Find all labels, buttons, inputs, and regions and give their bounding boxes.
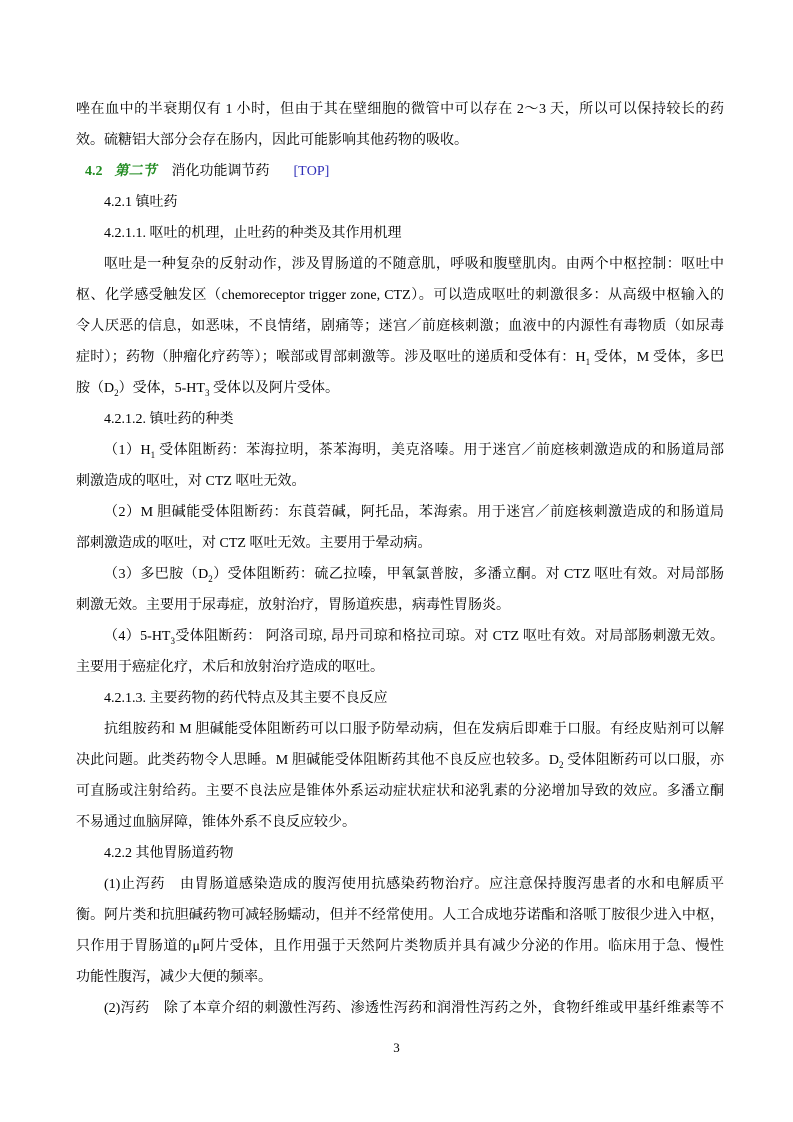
body-line: 呕吐是一种复杂的反射动作，涉及胃肠道的不随意肌，呼吸和腹壁肌肉。由两个中枢控制：呕吐中 (104, 257, 724, 272)
body-line: 抗组胺药和 M 胆碱能受体阻断药可以口服予防晕动病，但在发病后即难于口服。有经皮贴剂可以解 (104, 722, 724, 737)
body-line: $(1)H_1$ 受体阻断药：苯海拉明，茶苯海明，美克洛嗪。用于迷宫／前庭核刺激造成的和肠道局部 (104, 443, 724, 460)
page-number: 3 (393, 1040, 400, 1055)
clause-heading: 4.2.1.3. 主要药物的药代特点及其主要不良反应 (104, 691, 388, 706)
body-line: 效。硫糖铝大部分会存在肠内，因此可能影响其他药物的吸收。 (76, 133, 468, 148)
subsection-heading: 4.2.2 其他胃肠道药物 (104, 846, 234, 861)
body-line: 部刺激造成的呕吐，对 CTZ 呕吐无效。主要用于晕动病。 (76, 536, 432, 551)
document-body (76, 94, 724, 1024)
body-line: (2)泻药 除了本章介绍的刺激性泻药、渗透性泻药和润滑性泻药之外，食物纤维或甲基纤维素等不 (104, 1001, 724, 1016)
body-line: 症时）；药物（肿瘤化疗药等）；喉部或胃部刺激等。涉及呕吐的递质和受体有：$H_1$ 受体，M 受体，多巴 (76, 350, 725, 367)
clause-heading: 4.2.1.1. 呕吐的机理，止吐药的种类及其作用机理 (104, 226, 402, 241)
body-line: （3）多巴胺$(D_2)$受体阻断药：硫乙拉嗪，甲氧氯普胺，多潘立酮。对 CTZ 呕吐有效。对局部肠 (104, 567, 724, 584)
body-line: 只作用于胃肠道的μ阿片受体，且作用强于天然阿片类物质并具有减少分泌的作用。临床用于急、慢性 (76, 939, 724, 954)
body-line: 不易通过血脑屏障，锥体外系不良反应较少。 (76, 815, 356, 830)
heading-segment-num: 4.2 (85, 164, 103, 179)
body-line: 刺激造成的呕吐，对 CTZ 呕吐无效。 (76, 474, 306, 489)
clause-heading: 4.2.1.2. 镇吐药的种类 (104, 412, 234, 427)
body-line: 胺$(D_2)$受体，$5-HT_3$ 受体以及阿片受体。 (76, 381, 339, 398)
body-line: 令人厌恶的信息，如恶味，不良情绪，剧痛等；迷宫／前庭核刺激；血液中的内源性有毒物质（如尿毒 (76, 319, 724, 334)
body-line: 唑在血中的半衰期仅有 1 小时，但由于其在壁细胞的微管中可以存在 2～3 天，所以可以保持较长的药 (76, 102, 724, 117)
body-line: 衡。阿片类和抗胆碱药物可减轻肠蠕动，但并不经常使用。人工合成地芬诺酯和洛哌丁胺很少进入中枢， (76, 908, 724, 923)
heading-segment-kai: 第二节 (114, 164, 157, 179)
heading-segment-title: 消化功能调节药 (171, 164, 270, 179)
body-line: 刺激无效。主要用于尿毒症，放射治疗，胃肠道疾患，病毒性胃肠炎。 (76, 598, 510, 613)
body-line: （2）M 胆碱能受体阻断药：东莨菪碱，阿托品，苯海索。用于迷宫／前庭核刺激造成的和肠道局 (104, 505, 724, 520)
body-line: $(4)5-HT_3$受体阻断药： 阿洛司琼, 昂丹司琼和格拉司琼。对 CTZ 呕吐有效。对局部肠刺激无效。 (104, 629, 724, 646)
body-line: 功能性腹泻，减少大便的频率。 (76, 970, 272, 985)
body-line: 可直肠或注射给药。主要不良法应是锥体外系运动症状症状和泌乳素的分泌增加导致的效应。多潘立酮 (76, 784, 724, 799)
top-link[interactable]: [TOP] (293, 164, 330, 179)
body-line: 枢、化学感受触发区（chemoreceptor trigger zone, CTZ）。可以造成呕吐的刺激很多：从高级中枢输入的 (76, 288, 724, 303)
body-line: (1)止泻药 由胃肠道感染造成的腹泻使用抗感染药物治疗。应注意保持腹泻患者的水和电解质平 (104, 877, 724, 892)
body-line: 决此问题。此类药物令人思睡。M 胆碱能受体阻断药其他不良反应也较多。$D_2$ 受体阻断药可以口服，亦 (76, 753, 724, 770)
body-line: 主要用于癌症化疗，术后和放射治疗造成的呕吐。 (76, 660, 384, 675)
section-heading (76, 156, 724, 187)
subsection-heading: 4.2.1 镇吐药 (104, 195, 178, 210)
